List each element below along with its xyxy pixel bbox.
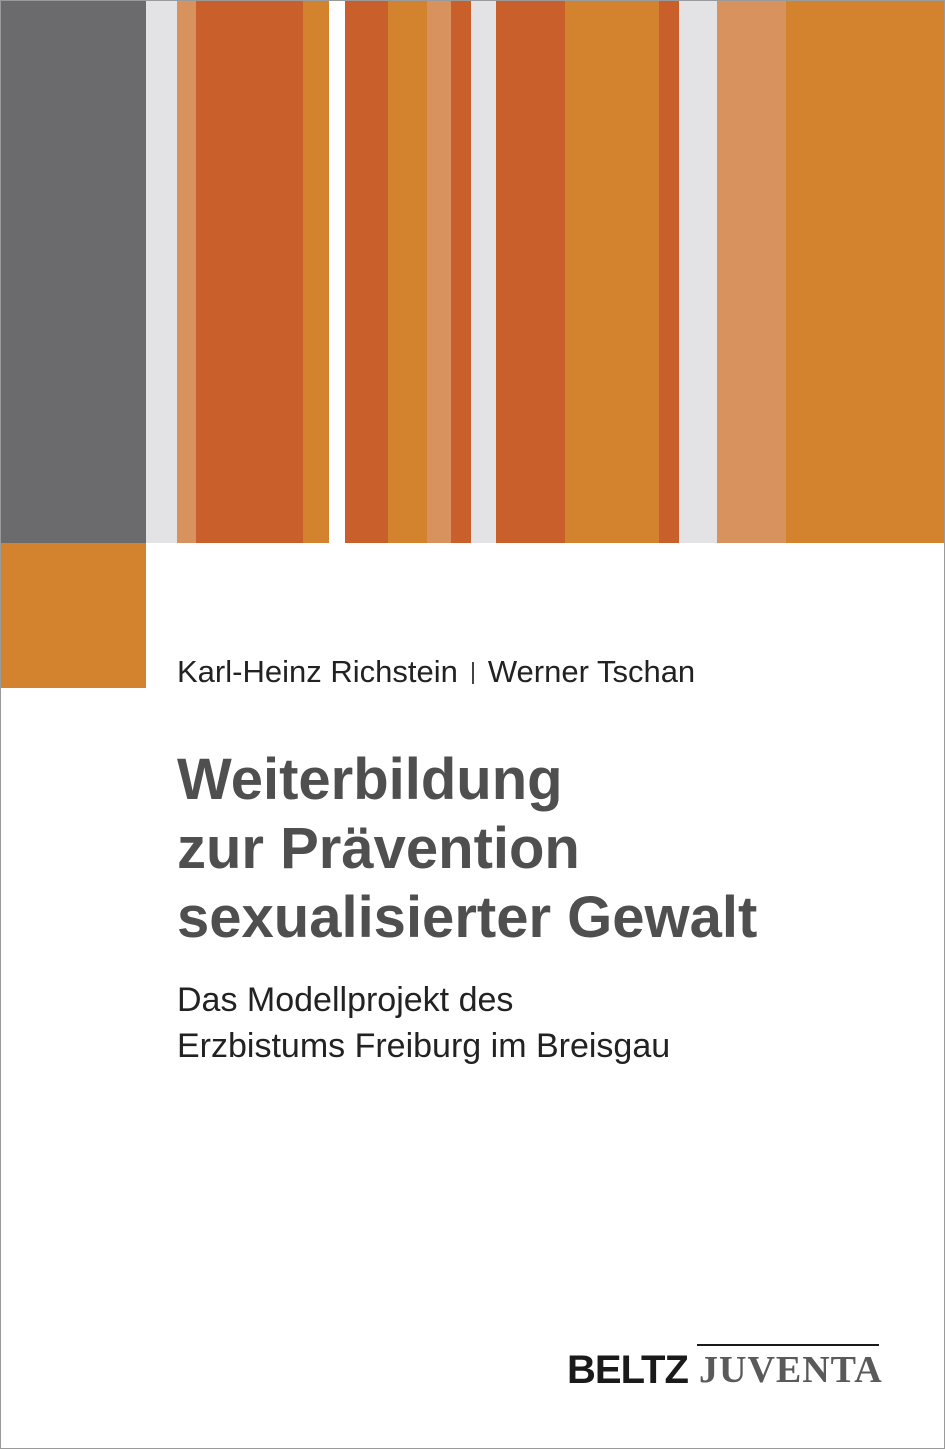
stripe-rust	[659, 1, 679, 543]
author-name: Werner Tschan	[487, 654, 696, 689]
stripe-band	[1, 1, 944, 543]
stripe-orange	[565, 1, 659, 543]
stripe-rust	[496, 1, 565, 543]
stripe-peach	[427, 1, 451, 543]
stripe-rust	[345, 1, 388, 543]
stripe-peach	[177, 1, 196, 543]
stripe-rust	[451, 1, 471, 543]
stripe-light-gray	[471, 1, 496, 543]
stripe-white	[329, 1, 345, 543]
subtitle-line: Erzbistums Freiburg im Breisgau	[177, 1027, 671, 1065]
stripe-rust	[196, 1, 303, 543]
publisher-logo-rule	[697, 1344, 879, 1346]
stripe-orange	[303, 1, 329, 543]
title-line: sexualisierter Gewalt	[177, 885, 758, 950]
book-title	[177, 745, 917, 952]
author-separator	[472, 662, 474, 684]
stripe-orange	[388, 1, 427, 543]
title-line: Weiterbildung	[177, 747, 563, 812]
publisher-name-beltz: BELTZ	[567, 1348, 688, 1392]
title-line: zur Prävention	[177, 816, 580, 881]
stripe-orange	[786, 1, 944, 543]
author-line	[177, 653, 877, 690]
book-subtitle	[177, 977, 917, 1069]
publisher-logo	[567, 1344, 883, 1394]
stripe-light-gray	[679, 1, 717, 543]
orange-corner-block	[1, 543, 146, 688]
stripe-peach	[717, 1, 786, 543]
author-name: Karl-Heinz Richstein	[177, 654, 458, 689]
stripe-gray	[1, 1, 146, 543]
subtitle-line: Das Modellprojekt des	[177, 981, 514, 1019]
publisher-name-juventa: JUVENTA	[699, 1349, 883, 1391]
stripe-light-gray	[146, 1, 177, 543]
